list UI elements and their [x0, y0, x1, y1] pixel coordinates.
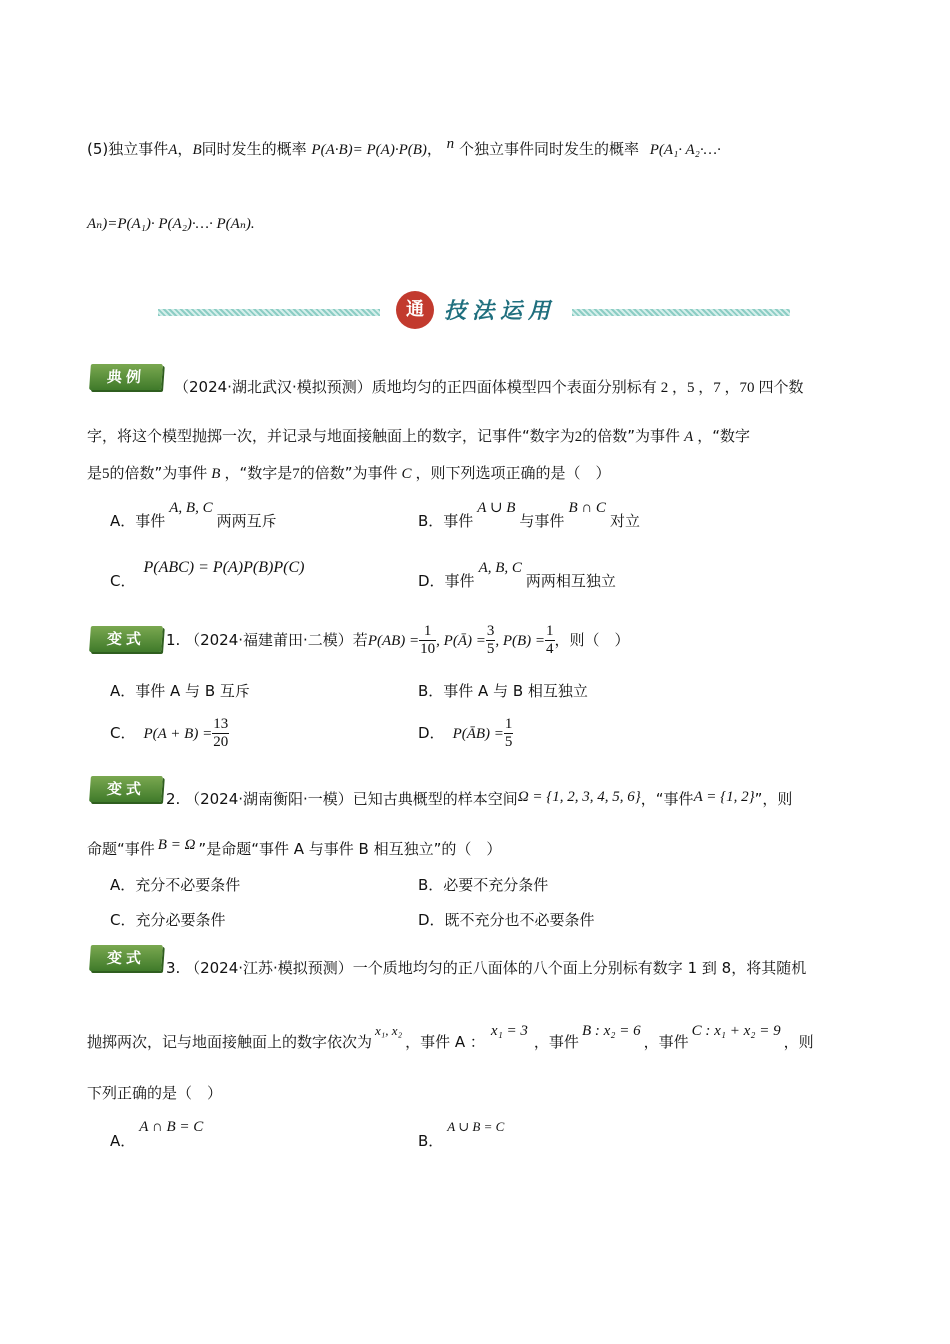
example-line1 — [174, 376, 804, 397]
example-text3e: ，则下列选项正确的是（ ） — [415, 464, 611, 482]
v1-tail: ，则（ ） — [554, 631, 630, 649]
variant1-source: （2024·福建莆田·二模）若 — [185, 631, 368, 649]
option-pre: P(A + B) = — [143, 726, 213, 742]
option-num: 13 — [213, 716, 229, 732]
option-math2: B ∩ C — [568, 500, 606, 516]
banner-right-line — [572, 309, 790, 316]
option-label: A． — [110, 1132, 136, 1150]
example-text2: 字，将这个模型抛掷一次，并记录与地面接触面上的数字，记事件“数字为 — [87, 427, 575, 445]
option-text: 两两互斥 — [216, 512, 277, 530]
option-num: 1 — [504, 716, 513, 732]
variant2-option-a[interactable]: A．充分不必要条件 — [110, 876, 241, 894]
example-nums: 2 ，5 ，7 ，70 — [660, 380, 755, 396]
variant3-line2c: ，事件 — [533, 1033, 579, 1051]
option-label: D． — [418, 724, 445, 742]
example-line2 — [87, 425, 750, 446]
option-label: A．事件 — [110, 512, 166, 530]
section5-suffix: 个独立事件同时发生的概率 — [458, 140, 639, 158]
option-label: D．事件 — [418, 572, 475, 590]
variant3-source: （2024·江苏·模拟预测）一个质地均匀的正八面体的八个面上分别标有数字 1 到 8，将其随机 — [185, 959, 807, 977]
variant1-num: 1. — [166, 631, 181, 649]
option-text: 两两相互独立 — [525, 572, 616, 590]
section5-n: n — [446, 136, 455, 152]
variant3-option-b[interactable] — [418, 1119, 505, 1151]
option-math: A, B, C — [169, 500, 213, 516]
v1-f3-pre: , P(B) = — [495, 633, 546, 649]
variant2-tail: ”，则 — [754, 790, 793, 808]
banner-left-line — [158, 309, 380, 316]
example-option-b[interactable] — [418, 500, 640, 531]
variant2-line2-math: B = Ω — [157, 837, 196, 853]
v1-f2-num: 3 — [486, 623, 495, 639]
variant2-eventA: A = {1, 2} — [693, 789, 755, 805]
variant2-omega: Ω = {1, 2, 3, 4, 5, 6} — [517, 789, 641, 805]
option-math: A, B, C — [478, 560, 522, 576]
variant2-line2a: 命题“事件 — [87, 840, 155, 858]
v1-f2-pre: , P(Ā) = — [436, 633, 486, 649]
example-text1: 质地均匀的正四面体模型四个表面分别标有 — [371, 378, 657, 396]
option-den: 5 — [504, 734, 513, 750]
option-label: B． — [418, 1132, 444, 1150]
example-text3c: ，“数字是 — [224, 464, 293, 482]
variant3-line2d: ，事件 — [643, 1033, 689, 1051]
section5-prefix: (5)独立事件 — [87, 140, 169, 158]
variant3-num: 3. — [166, 959, 181, 977]
example-text2c: 的倍数”为事件 — [582, 427, 681, 445]
variant2-line2 — [87, 838, 501, 859]
option-label: C． — [110, 724, 136, 742]
variant3-e3: C : x₁ + x₂ = 9 — [691, 1023, 781, 1039]
example-option-c[interactable] — [110, 559, 305, 591]
variant1-option-a[interactable]: A．事件 A 与 B 互斥 — [110, 682, 250, 700]
option-mid: 与事件 — [519, 512, 565, 530]
example-line3 — [87, 462, 611, 483]
option-math: A ∪ B = C — [447, 1119, 505, 1134]
variant3-e1: x₁ = 3 — [490, 1023, 528, 1039]
variant1-tag: 变式 — [89, 626, 163, 652]
variant3-line2 — [87, 1023, 814, 1052]
variant3-option-a[interactable] — [110, 1119, 204, 1151]
option-math: P(ABC) = P(A)P(B)P(C) — [143, 559, 305, 576]
example-text3b: 的倍数”为事件 — [109, 464, 208, 482]
example-source: （2024·湖北武汉·模拟预测） — [174, 378, 372, 396]
v1-f3-den: 4 — [546, 641, 554, 657]
example-B: B — [211, 466, 221, 482]
variant2-option-d[interactable]: D．既不充分也不必要条件 — [418, 911, 595, 929]
variant3-e2: B : x₂ = 6 — [581, 1023, 641, 1039]
example-tag: 典例 — [89, 364, 163, 390]
example-five: 5 — [102, 466, 110, 482]
banner-badge: 通 — [396, 291, 434, 329]
v1-f1-num: 1 — [419, 623, 436, 641]
variant2-line2b: ”是命题“事件 A 与事件 B 相互独立”的（ ） — [198, 840, 502, 858]
variant1-stem — [166, 618, 630, 663]
example-text3a: 是 — [87, 464, 103, 482]
v1-f2-den: 5 — [486, 641, 495, 657]
variant3-line2b: ，事件 A ： — [405, 1033, 485, 1051]
variant3-tag: 变式 — [89, 945, 163, 971]
option-math: A ∩ B = C — [139, 1119, 204, 1135]
variant2-tag: 变式 — [89, 776, 163, 802]
variant1-option-c[interactable] — [110, 712, 229, 755]
variant3-line2e: ，则 — [783, 1033, 814, 1051]
variant3-line3: 下列正确的是（ ） — [87, 1084, 223, 1102]
variant2-option-b[interactable]: B．必要不充分条件 — [418, 876, 549, 894]
variant2-mid: ，“事件 — [640, 790, 694, 808]
option-pre: P(ĀB) = — [452, 726, 504, 742]
option-text: 对立 — [609, 512, 640, 530]
option-den: 20 — [213, 734, 229, 750]
section5-line2: Aₙ)=P(A₁)· P(A₂)·…· P(Aₙ). — [87, 216, 255, 232]
banner-title: 技法运用 — [444, 299, 557, 324]
option-label: C． — [110, 572, 136, 590]
example-text1-end: 四个数 — [758, 378, 804, 396]
example-option-a[interactable] — [110, 500, 277, 531]
variant1-option-b[interactable]: B．事件 A 与 B 相互独立 — [418, 682, 588, 700]
example-two: 2 — [574, 429, 583, 445]
v1-f1-pre: P(AB) = — [367, 633, 420, 649]
variant2-source: （2024·湖南衡阳·一模）已知古典概型的样本空间 — [185, 790, 518, 808]
variant2-line1 — [166, 788, 792, 809]
section5-formula: P(A·B)= P(A)·P(B) — [311, 142, 427, 158]
example-option-d[interactable] — [418, 560, 616, 591]
v1-f1-den: 10 — [420, 641, 436, 657]
variant2-num: 2. — [166, 790, 181, 808]
option-label: B．事件 — [418, 512, 474, 530]
variant2-option-c[interactable]: C．充分必要条件 — [110, 911, 226, 929]
section5-tail: P(A₁· A₂·…· — [649, 142, 721, 158]
example-A: A — [684, 429, 694, 445]
variant1-option-d[interactable] — [418, 712, 513, 755]
section5-line1: (5)独立事件A，B同时发生的概率 P(A·B)= P(A)·P(B)， n 个独立事件同时发生的概率 P(A₁· A₂·…· — [87, 136, 721, 158]
example-text3d: 的倍数”为事件 — [299, 464, 398, 482]
v1-f3-num: 1 — [546, 623, 554, 639]
example-C: C — [401, 466, 412, 482]
section5-mid: 同时发生的概率 — [201, 140, 307, 158]
example-seven: 7 — [292, 466, 300, 482]
option-math1: A ∪ B — [477, 500, 516, 516]
variant3-line2a: 抛掷两次，记与地面接触面上的数字依次为 — [87, 1033, 373, 1051]
variant3-line1 — [166, 957, 806, 978]
example-text2d: ，“数字 — [697, 427, 751, 445]
variant3-x: x₁, x₂ — [375, 1023, 403, 1038]
